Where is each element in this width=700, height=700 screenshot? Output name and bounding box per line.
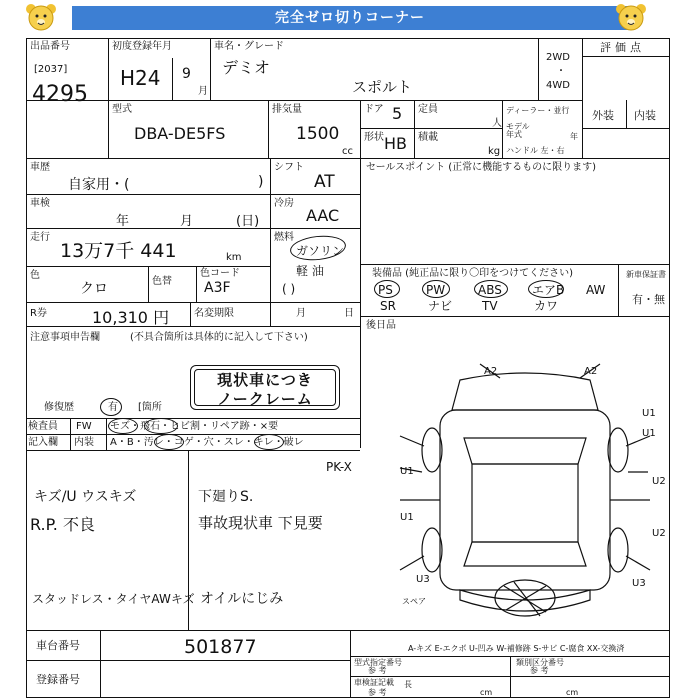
notes-label: 注意事項申告欄 — [30, 332, 100, 343]
load-label: 積載 — [418, 132, 438, 143]
repair-label: 修復歴 — [44, 402, 74, 413]
equipment-item: SR — [380, 299, 396, 313]
diagram-leader-lines — [400, 364, 650, 570]
displacement-unit: cc — [342, 146, 353, 157]
dealer-model-label: モデル — [506, 122, 530, 131]
displacement-label: 排気量 — [272, 104, 302, 115]
diagram-wheel — [422, 428, 442, 472]
bear-mascot-right-icon — [612, 2, 650, 36]
history-close: ) — [258, 174, 264, 190]
diagram-mark: U2 — [652, 528, 666, 539]
diagram-rear-bumper — [460, 590, 590, 611]
remark: PK-X — [326, 460, 352, 474]
inspector-row2: A・B・汚レ・コゲ・穴・スレ・キレ・破レ — [110, 437, 304, 448]
inspector-mark — [254, 434, 284, 450]
equipment-mark — [422, 280, 450, 298]
registration-label: 初度登録年月 — [112, 41, 172, 52]
mileage-label: 走行 — [30, 232, 50, 243]
shift-value: AT — [314, 172, 335, 192]
remark: オイルにじみ — [200, 591, 284, 607]
model-label: 型式 — [112, 104, 132, 115]
dealer-handle: ハンドル 左・右 — [506, 146, 565, 155]
diagram-note: スペア — [402, 597, 426, 606]
drive-4wd: 4WD — [546, 80, 570, 91]
footer-a2: 参 考 — [368, 666, 387, 675]
repair-detail: [箇所 — [138, 402, 162, 413]
remark: 下廻りS. — [198, 489, 254, 505]
diagram-mark: A2 — [584, 366, 598, 377]
aircon-label: 冷房 — [274, 198, 294, 209]
mileage-value: 13万7千 441 — [60, 240, 177, 262]
drive-dot: ・ — [556, 66, 566, 77]
equipment-mark — [374, 280, 400, 298]
notes-hint: (不具合箇所は具体的に記入して下さい) — [130, 332, 308, 343]
diagram-roof — [472, 464, 578, 542]
rating-label: 評価点 — [600, 41, 645, 54]
stamp-line1: 現状車につき — [217, 371, 313, 389]
shift-label: シフト — [274, 162, 304, 173]
doors-value: 5 — [392, 104, 403, 123]
remark: スタッドレス・タイヤAWキズ — [32, 592, 195, 606]
equipment-item: カワ — [534, 299, 559, 313]
equipment-mark — [528, 280, 564, 298]
chassis-label: 車台番号 — [36, 639, 80, 652]
page-banner: 完全ゼロ切りコーナー — [72, 6, 628, 30]
color-label: 色 — [30, 270, 40, 281]
mileage-unit: km — [226, 252, 242, 263]
diagram-mark: U2 — [652, 476, 666, 487]
inspector-label-1: 検査員 — [28, 421, 58, 432]
inspector-mark — [144, 418, 178, 434]
equipment-mark — [474, 280, 508, 298]
diagram-mark: U1 — [642, 428, 656, 439]
diagram-mark: U1 — [400, 512, 414, 523]
equipment-item: エアB — [532, 283, 565, 297]
inspector-label-2: 記入欄 — [28, 437, 58, 448]
history-label: 車歴 — [30, 162, 50, 173]
diagram-wheel — [422, 528, 442, 572]
name-change-month: 月 — [296, 308, 306, 319]
diagram-windshield — [464, 438, 586, 464]
footer-b3: cm — [566, 688, 579, 697]
diagram-mark: U3 — [416, 574, 430, 585]
history-value: 自家用・( — [68, 177, 130, 193]
lot-number: 4295 — [32, 82, 88, 107]
inspector-row1: モズ・飛石・ヒビ割・リペア跡・×要 — [110, 421, 279, 432]
diagram-rear-window — [464, 542, 586, 566]
name-change-day: 日 — [344, 308, 354, 319]
vehicle-damage-diagram — [380, 360, 670, 630]
footer-a3: 車検証記載 — [354, 678, 394, 687]
color-code: A3F — [204, 280, 231, 296]
fuel-label: 燃料 — [274, 232, 294, 243]
fuel-gasoline: ガソリン — [296, 244, 345, 258]
fuel-blank: ( ) — [282, 282, 296, 296]
sales-point-label: セールスポイント (正常に機能するものに限ります) — [366, 162, 597, 173]
dealer-year-label: 年式 — [506, 130, 522, 139]
registration-year: H24 — [120, 66, 161, 90]
newcar-warranty-label: 新車保証書 — [626, 270, 666, 279]
footer-a5: 長 — [404, 680, 412, 689]
no-claim-stamp — [190, 365, 340, 410]
recycle-value: 10,310 円 — [92, 308, 170, 327]
repair-circle — [100, 398, 122, 416]
footer-a1: 型式指定番号 — [354, 658, 402, 667]
plate-label: 登録番号 — [36, 673, 80, 686]
remark: R.P. 不良 — [30, 515, 95, 534]
footer-b2: 参 考 — [530, 666, 549, 675]
equipment-item: TV — [482, 299, 498, 313]
diagram-mark: U3 — [632, 578, 646, 589]
equipment-item: ABS — [478, 283, 502, 297]
vehicle-name: デミオ — [222, 58, 271, 77]
color-code-label: 色コード — [200, 268, 240, 279]
equipment-item: PS — [378, 283, 393, 297]
doors-label: ドア — [364, 104, 384, 115]
aircon-value: AAC — [306, 206, 340, 225]
shape-label: 形状 — [364, 132, 384, 143]
color-change-label: 色替 — [152, 276, 172, 287]
inspector-fw: FW — [76, 421, 92, 432]
rating-interior: 内装 — [634, 109, 656, 122]
model-value: DBA-DE5FS — [134, 124, 226, 143]
capacity-unit: 人 — [492, 118, 502, 129]
diagram-hood — [452, 373, 598, 410]
shape-value: HB — [384, 134, 408, 153]
displacement-value: 1500 — [296, 124, 340, 144]
newcar-warranty-value: 有・無 — [632, 293, 665, 306]
footer-a4: 参 考 — [368, 688, 387, 697]
vehicle-label: 車名・グレード — [214, 41, 284, 52]
inspector-mark — [154, 434, 184, 450]
equipment-label: 装備品 (純正品に限り〇印をつけてください) — [372, 268, 573, 279]
color-value: クロ — [80, 281, 108, 297]
inspector-mark — [108, 418, 138, 434]
rating-exterior: 外装 — [592, 109, 614, 122]
diagram-mark: U1 — [400, 466, 414, 477]
diagram-mark: U1 — [642, 408, 656, 419]
diagram-wheel — [608, 528, 628, 572]
damage-legend: A-キズ E-エクボ U-凹み W-補修跡 S-サビ C-腐食 XX-交換済 — [408, 644, 625, 653]
inspector-interior: 内装 — [74, 437, 94, 448]
load-unit: kg — [488, 146, 501, 157]
remark: 事故現状車 下見要 — [198, 514, 323, 532]
vehicle-grade: スポルト — [352, 78, 413, 96]
equipment-item: PW — [426, 283, 446, 297]
equipment-item: ナビ — [428, 299, 453, 313]
recycle-label: R券 — [30, 308, 47, 319]
inspection-month: 月 — [180, 214, 194, 229]
drive-2wd: 2WD — [546, 52, 570, 63]
remark: キズ/U ウスキズ — [34, 489, 137, 505]
inspection-year: 年 — [116, 214, 130, 229]
equipment-item: AW — [586, 283, 606, 297]
bear-mascot-left-icon — [22, 2, 60, 36]
rear-seat-label: 後日品 — [366, 320, 396, 331]
diagram-wheel — [608, 428, 628, 472]
inspection-day: (日) — [236, 214, 260, 229]
footer-b1: 類別区分番号 — [516, 658, 564, 667]
inspection-label: 車検 — [30, 198, 50, 209]
lot-label: 出品番号 — [30, 41, 70, 52]
footer-a6: cm — [480, 688, 493, 697]
diagram-mark: A2 — [484, 366, 498, 377]
dealer-line: ディーラー・並行 — [506, 106, 570, 115]
name-change-label: 名変期限 — [194, 308, 234, 319]
capacity-label: 定員 — [418, 104, 438, 115]
dealer-year-unit: 年 — [570, 132, 578, 141]
registration-month-unit: 月 — [198, 86, 208, 97]
repair-value: 有 — [108, 402, 118, 413]
stamp-line2: ノークレーム — [217, 390, 313, 408]
fuel-diesel: 軽 油 — [296, 264, 324, 278]
chassis-value: 501877 — [184, 636, 257, 658]
registration-month: 9 — [182, 66, 191, 82]
lot-sub-number: [2037] — [34, 64, 68, 75]
